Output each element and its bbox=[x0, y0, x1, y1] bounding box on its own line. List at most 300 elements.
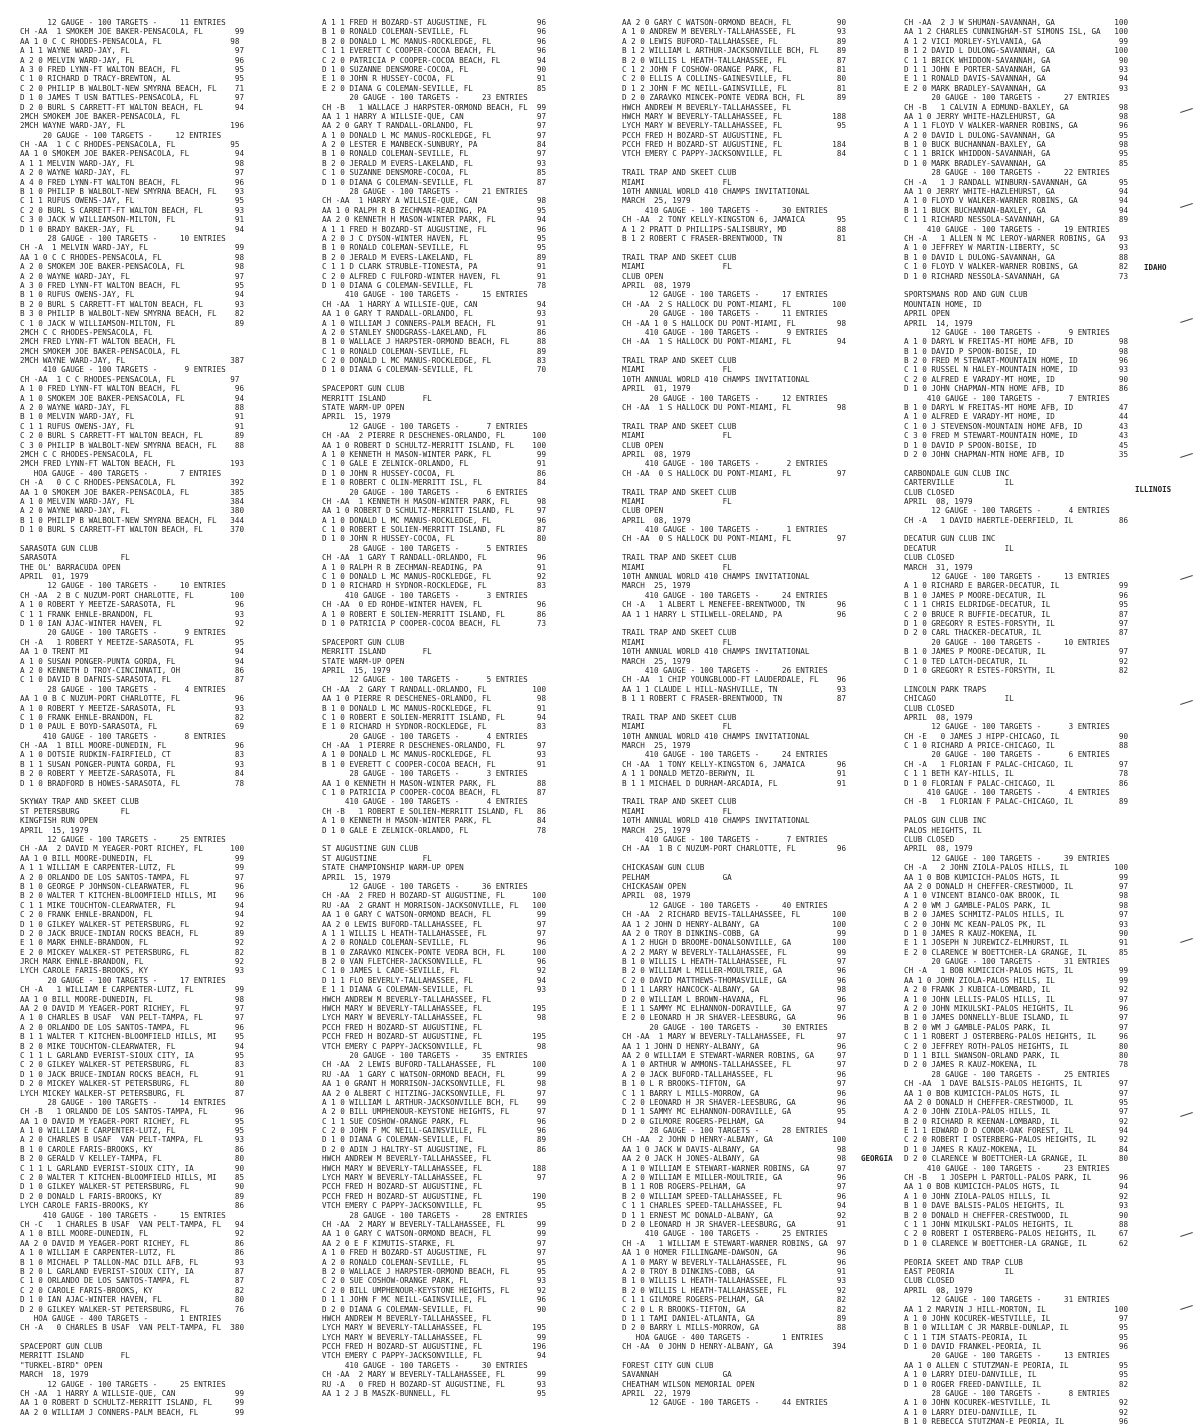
result-line: FOREST CITY GUN CLUB bbox=[622, 1360, 714, 1370]
result-line: A 1 0 WILLIAM E CARPENTER-LUTZ, FL 86 bbox=[20, 1248, 245, 1258]
result-line: A 1 0 ROBERT Y MEETZE-SARASOTA, FL 96 bbox=[20, 600, 245, 610]
result-line: 20 GAUGE - 100 TARGETS - 10 ENTRIES bbox=[904, 637, 1110, 647]
result-line: APRIL 08, 1979 bbox=[904, 1285, 973, 1295]
result-line: D 1 0 JOHN CHAPMAN-MTN HOME AFB, ID 86 bbox=[904, 384, 1129, 394]
result-line: CH -A 1 J RANDALL WINBURN-SAVANNAH, GA 95 bbox=[904, 177, 1129, 187]
result-line: "TURKEL-BIRD" OPEN bbox=[20, 1360, 103, 1370]
results-column-4 bbox=[904, 18, 1174, 1427]
result-line: AA 1 0 SMOKEM JOE BAKER-PENSACOLA, FL 385 bbox=[20, 487, 245, 497]
result-line: PCCH FRED H BOZARD-ST AUGUSTINE, FL 195 bbox=[322, 1032, 547, 1042]
result-line: AA 1 0 BOB KUMICICH-PALOS HGTS, IL 97 bbox=[904, 1088, 1129, 1098]
result-line: B 1 0 JAMES P MOORE-DECATUR, IL 97 bbox=[904, 647, 1129, 657]
result-line: PCCH FRED H BOZARD-ST AUGUSTINE, FL bbox=[622, 130, 783, 140]
result-line: CHICAGO IL bbox=[904, 694, 1014, 704]
result-line: 20 GAUGE - 100 TARGETS - 12 ENTRIES bbox=[622, 393, 828, 403]
result-line: B 1 0 RONALD COLEMAN-SEVILLE, FL 96 bbox=[322, 27, 547, 37]
result-line: CH -AA 1 KENNETH H MASON-WINTER PARK, FL 98 bbox=[322, 496, 547, 506]
result-line bbox=[622, 544, 904, 553]
result-line: E 1 1 EDWARD D D CONOR-OAK FOREST, IL 94 bbox=[904, 1126, 1129, 1136]
result-line: CH -AA 2 FRED H BOZARD-ST AUGUSTINE, FL 100 bbox=[322, 891, 547, 901]
result-line: A 2 0 MELVIN WARD-JAY, FL 96 bbox=[20, 55, 245, 65]
result-line: C 1 1 TIM STAATS-PEORIA, IL 95 bbox=[904, 1332, 1129, 1342]
result-line: AA 2 0 TROY B DINKINS-COBB, GA 99 bbox=[622, 928, 847, 938]
result-line: A 2 0 FRANK J KUBICA-LOMBARD, IL 92 bbox=[904, 985, 1129, 995]
result-line: CH -AA 2 MARY W BEVERLY-TALLAHASSEE, FL 99 bbox=[322, 1370, 547, 1380]
result-line: A 2 0 WAYNE WARD-JAY, FL 88 bbox=[20, 403, 245, 413]
result-line: C 2 0 BILL UMPHENOUR-KEYSTONE HEIGHTS, FL 92 bbox=[322, 1285, 547, 1295]
result-line: B 1 0 JAMES DONNELLY-BLUE ISLAND, IL 97 bbox=[904, 1013, 1129, 1023]
result-line: B 2 0 WILLIAM L MILLER-MOULTRIE, GA 96 bbox=[622, 966, 847, 976]
result-line: 12 GAUGE - 100 TARGETS - 10 ENTRIES bbox=[20, 581, 226, 591]
result-line: PALOS HEIGHTS, IL bbox=[904, 825, 982, 835]
result-line: APRIL 15, 1979 bbox=[322, 872, 391, 882]
result-line: MARCH 18, 1979 bbox=[20, 1370, 89, 1380]
result-line: MIAMI FL bbox=[622, 562, 732, 572]
result-line: AA 2 0 DAVID M YEAGER-PORT RICHEY, FL 97 bbox=[20, 1004, 245, 1014]
result-line: 2MCH WAYNE WARD-JAY, FL 387 bbox=[20, 356, 245, 366]
result-line: LYCH MARY W BEVERLY-TALLAHASSEE, FL 195 bbox=[322, 1323, 547, 1333]
result-line: 410 GAUGE - 100 TARGETS - 9 ENTRIES bbox=[20, 365, 226, 375]
result-line: C 1 1 D CLARK STRUBLE-TIONESTA, PA 91 bbox=[322, 262, 547, 272]
result-line: MOUNTAIN HOME, ID bbox=[904, 299, 982, 309]
result-line: B 2 0 JAMES SCHMITZ-PALOS HILLS, IL 97 bbox=[904, 910, 1129, 920]
state-label-georgia: GEORGIA bbox=[861, 1154, 893, 1163]
result-line bbox=[622, 619, 904, 628]
result-line: CH -B 1 ROBERT E SOLIEN-MERRITT ISLAND, FL 86 bbox=[322, 806, 547, 816]
result-line: D 1 0 MARK BRADLEY-SAVANNAH, GA 85 bbox=[904, 158, 1129, 168]
result-line: B 1 0 GEORGE P JOHNSON-CLEARWATER, FL 96 bbox=[20, 881, 245, 891]
result-line: C 1 0 FLOYD V WALKER-WARNER ROBINS, GA 82 bbox=[904, 262, 1129, 272]
result-line: D 2 0 MICKEY WALKER-ST PETERSBURG, FL 80 bbox=[20, 1079, 245, 1089]
result-line: CH -AA 1 BILL MOORE-DUNEDIN, FL 96 bbox=[20, 741, 245, 751]
result-line bbox=[20, 788, 320, 797]
result-line: HWCH MARY W BEVERLY-TALLAHASSEE, FL 188 bbox=[322, 1163, 547, 1173]
result-line: LYCH MARY W BEVERLY-TALLAHASSEE, FL 97 bbox=[322, 1173, 547, 1183]
result-line: D 1 0 GILKEY WALKER-ST PETERSBURG, FL 92 bbox=[20, 919, 245, 929]
result-line: B 1 0 DONALD L MC MANUS-ROCKLEDGE, FL 91 bbox=[322, 703, 547, 713]
result-line: LYCH MARY W BEVERLY-TALLAHASSEE, FL 95 bbox=[622, 121, 847, 131]
result-line: C 3 0 FRED M STEWART-MOUNTAIN HOME, ID 43 bbox=[904, 431, 1129, 441]
result-line: D 1 0 DAVID FRANKEL-PEORIA, IL 96 bbox=[904, 1342, 1129, 1352]
result-line: APRIL 08, 1979 bbox=[622, 280, 691, 290]
result-line: A 1 0 VINCENT BIANCO-OAK BROOK, IL 98 bbox=[904, 891, 1129, 901]
result-line: E 1 1 RONALD DAVIS-SAVANNAH, GA 94 bbox=[904, 74, 1129, 84]
result-line: APRIL 14, 1979 bbox=[904, 318, 973, 328]
result-line: AA 1 0 C C RHODES-PENSACOLA, FL 98 bbox=[20, 252, 245, 262]
result-line: 20 GAUGE - 100 TARGETS - 31 ENTRIES bbox=[904, 957, 1110, 967]
result-line: TRAIL TRAP AND SKEET CLUB bbox=[622, 553, 737, 563]
result-line: A 2 0 JACK BUFORD-TALLAHASSEE, FL 96 bbox=[622, 1069, 847, 1079]
result-line: CH -B 1 WALLACE J HARPSTER-ORMOND BEACH, FL 99 bbox=[322, 102, 547, 112]
result-line: D 1 0 BRADY BAKER-JAY, FL 94 bbox=[20, 224, 245, 234]
result-line: SARASOTA GUN CLUB bbox=[20, 543, 98, 553]
result-line: 12 GAUGE - 100 TARGETS - 3 ENTRIES bbox=[904, 722, 1110, 732]
result-line: B 1 0 DAVE BALSIS-PALOS HEIGHTS, IL 93 bbox=[904, 1201, 1129, 1211]
scan-mark bbox=[1180, 1232, 1194, 1238]
result-line: C 1 0 RONALD COLEMAN-SEVILLE, FL 89 bbox=[322, 346, 547, 356]
result-line: LYCH MARY W BEVERLY-TALLAHASSEE, FL 98 bbox=[322, 1013, 547, 1023]
result-line: 2MCH WAYNE WARD-JAY, FL 196 bbox=[20, 121, 245, 131]
result-line: A 1 0 DONALD L MC MANUS-ROCKLEDGE, FL 96 bbox=[322, 515, 547, 525]
result-line: THE OL' BARRACUDA OPEN bbox=[20, 562, 121, 572]
result-line: A 2 0 WAYNE WARD-JAY, FL 97 bbox=[20, 168, 245, 178]
result-line: APRIL 15, 1979 bbox=[322, 665, 391, 675]
result-line: CLUB OPEN bbox=[622, 271, 664, 281]
result-line: B 1 0 DAVID P SPOON-BOISE, ID 98 bbox=[904, 346, 1129, 356]
result-line: B 1 0 RUFUS OWENS-JAY, FL 94 bbox=[20, 290, 245, 300]
result-line: AA 1 2 CHARLES CUNNINGHAM-ST SIMONS ISL, GA 100 bbox=[904, 27, 1129, 37]
result-line: A 1 0 DONALD L MC MANUS-ROCKLEDGE, FL 97 bbox=[322, 130, 547, 140]
result-line: 12 GAUGE - 100 TARGETS - 17 ENTRIES bbox=[622, 290, 828, 300]
result-line: AA 1 0 DAVID M YEAGER-PORT RICHEY, FL 95 bbox=[20, 1116, 245, 1126]
result-line: D 1 0 GREGORY R ESTES-FORSYTH, IL 97 bbox=[904, 619, 1129, 628]
result-line: AA 1 0 ROBERT D SCHULTZ-MERRITT ISLAND, FL 99 bbox=[20, 1398, 245, 1408]
result-line: D 2 0 DIANA G COLEMAN-SEVILLE, FL 90 bbox=[322, 1304, 547, 1314]
result-line: 28 GAUGE - 100 TARGETS - 25 ENTRIES bbox=[904, 1069, 1110, 1079]
result-line: A 1 1 FRED H BOZARD-ST AUGUSTINE, FL 96 bbox=[322, 18, 547, 27]
result-line: C 1 0 PATRICIA P COOPER-COCOA BEACH, FL 87 bbox=[322, 788, 547, 798]
result-line bbox=[904, 281, 1174, 290]
scan-mark bbox=[1180, 700, 1194, 706]
result-line: CH -AA 0 JOHN D HENRY-ALBANY, GA 394 bbox=[622, 1342, 847, 1352]
result-line: VTCH EMERY C PAPPY-JACKSONVILLE, FL 94 bbox=[322, 1351, 547, 1361]
result-line: AA 2 0 GARY C WATSON-ORMOND BEACH, FL 90 bbox=[622, 18, 847, 27]
result-line: 10TH ANNUAL WORLD 410 CHAMPS INVITATIONAL bbox=[622, 572, 810, 582]
result-line: AA 1 0 BOB KUMICICH-PALOS HGTS, IL 99 bbox=[904, 872, 1129, 882]
result-line: CH -AA 1 S HALLOCK DU PONT-MIAMI, FL 98 bbox=[622, 403, 847, 413]
result-line: C 1 1 GILMORE ROGERS-PELHAM, GA 82 bbox=[622, 1295, 847, 1305]
result-line: CLUB CLOSED bbox=[904, 703, 955, 713]
result-line: E 2 0 LEONARD H JR SHAVER-LEESBURG, GA 96 bbox=[622, 1013, 847, 1023]
result-line: A 1 0 KENNETH H MASON-WINTER PARK, FL 99 bbox=[322, 449, 547, 459]
result-line: B 1 0 WILLIS L HEATH-TALLAHASSEE, FL 97 bbox=[622, 957, 847, 967]
result-line: C 1 0 GALE E ZELNICK-ORLANDO, FL 91 bbox=[322, 459, 547, 469]
result-line: D 1 0 CLARENCE W BOETTCHER-LA GRANGE, IL 62 bbox=[904, 1238, 1129, 1248]
result-line bbox=[622, 243, 904, 252]
result-line: PALOS GUN CLUB INC bbox=[904, 816, 987, 826]
result-line: D 1 0 JACK BRUCE-INDIAN ROCKS BEACH, FL 91 bbox=[20, 1069, 245, 1079]
result-line: D 2 0 CARL THACKER-DECATUR, IL 87 bbox=[904, 628, 1129, 638]
result-line: CH -A 2 JOHN ZIOLA-PALOS HILLS, IL 100 bbox=[904, 863, 1129, 873]
result-line: B 2 0 L GARLAND EVERIST-SIOUX CITY, IA 87 bbox=[20, 1266, 245, 1276]
result-line: AA 1 2 MARVIN J HILL-MORTON, IL 100 bbox=[904, 1304, 1129, 1314]
result-line: PCCH FRED H BOZARD-ST AUGUSTINE, FL 190 bbox=[322, 1191, 547, 1201]
result-line: 28 GAUGE - 100 TARGETS - 28 ENTRIES bbox=[322, 1210, 528, 1220]
result-line: C 2 0 BRUCE R BUFFIE-DECATUR, IL 87 bbox=[904, 609, 1129, 619]
result-line: AA 1 0 GARY C WATSON-ORMOND BEACH, FL 99 bbox=[322, 1229, 547, 1239]
result-line: C 2 0 DAVID MATTHEWS-THOMASVILLE, GA 96 bbox=[622, 975, 847, 985]
result-line: MERRITT ISLAND FL bbox=[322, 647, 432, 657]
result-line: A 1 1 DONALD METZO-BERWYN, IL 91 bbox=[622, 769, 847, 779]
result-line: D 1 0 GALE E ZELNICK-ORLANDO, FL 78 bbox=[322, 825, 547, 835]
result-line bbox=[904, 1248, 1174, 1257]
result-line: ST PETERSBURG FL bbox=[20, 806, 130, 816]
result-line: HWCH ANDREW M BEVERLY-TALLAHASSEE, FL bbox=[322, 1154, 492, 1164]
result-line: D 2 0 BURL S CARRETT-FT WALTON BEACH, FL 94 bbox=[20, 102, 245, 112]
result-line: RU -A 0 FRED H BOZARD-ST AUGUSTINE, FL 93 bbox=[322, 1379, 547, 1389]
result-line: C 2 0 ALFRED C FULFORD-WINTER HAVEN, FL 91 bbox=[322, 271, 547, 281]
result-line: B 1 0 MICHAEL P TALLON-MAC DILL AFB, FL 93 bbox=[20, 1257, 245, 1267]
result-line: A 2 0 WAYNE WARD-JAY, FL 97 bbox=[20, 271, 245, 281]
result-line: B 2 0 JERALD M EVERS-LAKELAND, FL 89 bbox=[322, 252, 547, 262]
result-line: TRAIL TRAP AND SKEET CLUB bbox=[622, 252, 737, 262]
result-line: B 1 0 PHILIP B WALBOLT-NEW SMYRNA BEACH, FL 344 bbox=[20, 515, 245, 525]
result-line: C 2 0 BURL S CARRETT-FT WALTON BEACH, FL 89 bbox=[20, 431, 245, 441]
result-line: CH -A 1 ALLEN N MC LEROY-WARNER ROBINS, GA 93 bbox=[904, 233, 1129, 243]
scan-mark bbox=[1180, 1305, 1194, 1311]
result-line: D 2 0 LEONARD H JR SHAVER-LEESBURG, GA 91 bbox=[622, 1220, 847, 1229]
result-line: D 1 0 IAN AJAC-WINTER HAVEN, FL 92 bbox=[20, 619, 245, 628]
result-line bbox=[322, 375, 622, 384]
result-line: 20 GAUGE - 100 TARGETS - 13 ENTRIES bbox=[904, 1351, 1110, 1361]
result-line: 410 GAUGE - 100 TARGETS - 2 ENTRIES bbox=[622, 459, 828, 469]
result-line: D 1 1 SAMMY MC ELHANNON-DORAVILLE, GA 95 bbox=[622, 1107, 847, 1117]
result-line: TRAIL TRAP AND SKEET CLUB bbox=[622, 168, 737, 178]
result-line: A 1 0 WILLIAM E CARPENTER-LUTZ, FL 95 bbox=[20, 1126, 245, 1136]
result-line: D 1 1 ERNEST MC DONALD-ALBANY, GA 92 bbox=[622, 1210, 847, 1220]
result-line: A 1 0 MARY W BEVERLY-TALLAHASSEE, FL 96 bbox=[622, 1257, 847, 1267]
result-line: TRAIL TRAP AND SKEET CLUB bbox=[622, 487, 737, 497]
result-line: AA 2 0 DONALD H CHEFFER-CRESTWOOD, IL 95 bbox=[904, 1097, 1129, 1107]
result-line: 410 GAUGE - 100 TARGETS - 8 ENTRIES bbox=[20, 731, 226, 741]
result-line: D 1 1 BILL SWANSON-ORLAND PARK, IL 80 bbox=[904, 1050, 1129, 1060]
scan-mark bbox=[1180, 1112, 1194, 1118]
result-line: B 1 0 L R BROOKS-TIFTON, GA 97 bbox=[622, 1079, 847, 1089]
result-line: D 2 0 ADIN J HALTRY-ST AUGUSTINE, FL 86 bbox=[322, 1144, 547, 1154]
result-line: C 1 1 MIKE TOUCHTON-CLEARWATER, FL 94 bbox=[20, 900, 245, 910]
result-line: HWCH ANDREW M BEVERLY-TALLAHASSEE, FL bbox=[622, 102, 792, 112]
result-line: C 1 0 JACK W WILLIAMSON-MILTON, FL 89 bbox=[20, 318, 245, 328]
result-line: 20 GAUGE - 100 TARGETS - 12 ENTRIES bbox=[20, 130, 222, 140]
result-line: A 1 0 FRED H BOZARD-ST AUGUSTINE, FL 97 bbox=[322, 1248, 547, 1258]
result-line: A 2 0 WM J GAMBLE-PALOS PARK, IL 98 bbox=[904, 900, 1129, 910]
result-line: 410 GAUGE - 100 TARGETS - 15 ENTRIES bbox=[20, 1210, 226, 1220]
result-line: C 2 0 LEONARD H JR SHAVER-LEESBURG, GA 96 bbox=[622, 1097, 847, 1107]
result-line: E 1 0 RICHARD H SYDNOR-ROCKLEDGE, FL 83 bbox=[322, 722, 547, 732]
result-line: C 1 0 ROBERT E SOLIEN-MERRITT ISLAND, FL 94 bbox=[322, 712, 547, 722]
result-line: AA 2 0 JACK H JONES-ALBANY, GA 98 bbox=[622, 1154, 847, 1164]
result-line: CH -AA 2 LEWIS BUFORD-TALLAHASSEE, FL 100 bbox=[322, 1060, 547, 1070]
result-line: TRAIL TRAP AND SKEET CLUB bbox=[622, 712, 737, 722]
result-line: 410 GAUGE - 100 TARGETS - 3 ENTRIES bbox=[322, 590, 528, 600]
result-line: AA 1 1 HARRY L STILWELL-ORELAND, PA 96 bbox=[622, 609, 847, 619]
result-line: CH -AA 1 TONY KELLY-KINGSTON 6, JAMAICA 96 bbox=[622, 759, 847, 769]
result-line: B 1 0 PHILIP B WALBOLT-NEW SMYRNA BEACH, FL 93 bbox=[20, 187, 245, 197]
result-line: C 1 0 FRANK EHNLE-BRANDON, FL 82 bbox=[20, 712, 245, 722]
result-line: 2MCH C C RHODES-PENSACOLA, FL bbox=[20, 327, 153, 337]
result-line: B 2 0 DONALD H CHEFFER-CRESTWOOD, IL 90 bbox=[904, 1210, 1129, 1220]
result-line: C 1 1 CHRIS ELDRIDGE-DECATUR, IL 95 bbox=[904, 600, 1129, 610]
result-line: VTCH EMERY C PAPPY-JACKSONVILLE, FL 95 bbox=[322, 1201, 547, 1211]
result-line: 12 GAUGE - 100 TARGETS - 4 ENTRIES bbox=[904, 506, 1110, 516]
result-line bbox=[904, 459, 1174, 468]
result-line: A 2 0 CHARLES B USAF VAN PELT-TAMPA, FL 93 bbox=[20, 1135, 245, 1145]
result-line: A 1 0 RALPH R B ZECHMAN-READING, PA 91 bbox=[322, 562, 547, 572]
result-line: STATE WARM-UP OPEN bbox=[322, 403, 405, 413]
result-line: A 2 2 MARY W BEVERLY-TALLAHASSEE, FL 99 bbox=[622, 947, 847, 957]
result-line: B 2 0 WILLIAM SPEED-TALLAHASSEE, FL 96 bbox=[622, 1191, 847, 1201]
result-line: B 2 0 MIKE TOUCHTON-CLEARWATER, FL 94 bbox=[20, 1041, 245, 1051]
result-line: D 1 0 FLORIAN F PALAC-CHICAGO, IL 86 bbox=[904, 778, 1129, 788]
result-line: CH -AA 1 HARRY A WILLSIE-QUE, CAN 98 bbox=[322, 196, 547, 206]
result-line: A 1 0 JOHN KOCUREK-WESTVILLE, IL 92 bbox=[904, 1398, 1129, 1408]
result-line: A 4 0 FRED LYNN-FT WALTON BEACH, FL 96 bbox=[20, 177, 245, 187]
result-line: B 2 0 VAN FLETCHER-JACKSONVILLE, FL 96 bbox=[322, 957, 547, 967]
result-line: D 1 2 JOHN F MC NEILL-GAINSVILLE, FL 81 bbox=[622, 83, 847, 93]
result-line: CH -AA 2 J W SHUMAN-SAVANNAH, GA 100 bbox=[904, 18, 1129, 27]
result-line: B 2 0 BURL S CARRETT-FT WALTON BEACH, FL 93 bbox=[20, 299, 245, 309]
result-line bbox=[622, 854, 904, 863]
result-line: A 2 0 JOHN MIKULSKI-PALOS HEIGHTS, IL 96 bbox=[904, 1004, 1129, 1014]
result-line: MERRITT ISLAND FL bbox=[20, 1351, 130, 1361]
result-line: B 2 0 JERALD M EVERS-LAKELAND, FL 93 bbox=[322, 158, 547, 168]
result-line: B 1 0 MELVIN WARD-JAY, FL 91 bbox=[20, 412, 245, 422]
result-line: A 1 0 WILLIAM J CONNERS-PALM BEACH, FL 91 bbox=[322, 318, 547, 328]
result-line: C 2 0 FRANK EHNLE-BRANDON, FL 94 bbox=[20, 910, 245, 920]
result-line: A 1 0 DARYL W FREITAS-MT HOME AFB, ID 98 bbox=[904, 337, 1129, 347]
result-line: A 1 1 WILLIAM E CARPENTER-LUTZ, FL 99 bbox=[20, 863, 245, 873]
result-line: A 2 0 WILLIAM E MILLER-MOULTRIE, GA 96 bbox=[622, 1173, 847, 1183]
result-line: 410 GAUGE - 100 TARGETS - 30 ENTRIES bbox=[622, 205, 828, 215]
result-line: A 1 1 FLOYD V WALKER-WARNER ROBINS, GA 96 bbox=[904, 121, 1129, 131]
result-line: 28 GAUGE - 100 TARGETS - 4 ENTRIES bbox=[20, 684, 226, 694]
result-line: B 1 1 SUSAN PONGER-PUNTA GORDA, FL 93 bbox=[20, 759, 245, 769]
result-line: E 1 0 MARK EHNLE-BRANDON, FL 92 bbox=[20, 938, 245, 948]
result-line: C 1 1 RICHARD NESSOLA-SAVANNAH, GA 89 bbox=[904, 215, 1129, 225]
result-line: D 1 0 DIANA G COLEMAN-SEVILLE, FL 89 bbox=[322, 1135, 547, 1145]
result-line: CH -AA 1 C C RHODES-PENSACOLA, FL 95 bbox=[20, 140, 240, 150]
result-line: 12 GAUGE - 100 TARGETS - 5 ENTRIES bbox=[322, 675, 528, 685]
result-line: D 1 0 DIANA G COLEMAN-SEVILLE, FL 70 bbox=[322, 365, 547, 375]
result-line: 12 GAUGE - 100 TARGETS - 7 ENTRIES bbox=[322, 421, 528, 431]
result-line: CARTERVILLE IL bbox=[904, 478, 1014, 488]
result-line: 20 GAUGE - 100 TARGETS - 17 ENTRIES bbox=[20, 975, 226, 985]
result-line: AA 1 2 J B MASZK-BUNNELL, FL 95 bbox=[322, 1389, 547, 1399]
result-line: D 1 1 JOHN F MC NEILL-GAINSVILLE, FL 96 bbox=[322, 1295, 547, 1305]
result-line: CH -A 0 CHARLES B USAF VAN PELT-TAMPA, FL 380 bbox=[20, 1323, 245, 1333]
result-line: AA 1 0 JERRY WHITE-HAZLEHURST, GA 98 bbox=[904, 111, 1129, 121]
scan-mark bbox=[1180, 575, 1194, 581]
result-line: CH -AA 1 GARY T RANDALL-ORLANDO, FL 96 bbox=[322, 553, 547, 563]
result-line: B 1 0 REBECCA STUTZMAN-E PEORIA, IL 96 bbox=[904, 1417, 1129, 1427]
result-line: A 1 0 JEFFREY W MARTIN-LIBERTY, SC 93 bbox=[904, 243, 1129, 253]
result-line: B 2 0 WALLACE J HARPSTER-ORMOND BEACH, FL 95 bbox=[322, 1266, 547, 1276]
result-line: D 1 0 BURL S CARRETT-FT WALTON BEACH, FL 370 bbox=[20, 525, 245, 535]
result-line: 410 GAUGE - 100 TARGETS - 1 ENTRIES bbox=[622, 525, 828, 535]
result-line: C 1 1 L GARLAND EVERIST-SIOUX CITY, IA 95 bbox=[20, 1050, 245, 1060]
result-line: CH -A 1 WILLIAM E CARPENTER-LUTZ, FL 99 bbox=[20, 985, 245, 995]
result-line: E 1 1 SAMMY MC ELHANNON-DORAVILLE, GA 97 bbox=[622, 1004, 847, 1014]
result-line: B 1 0 DARYL W FREITAS-MT HOME AFB, ID 47 bbox=[904, 403, 1129, 413]
result-line: SARASOTA FL bbox=[20, 553, 130, 563]
result-line: A 1 0 ROBERT Y MEETZE-SARASOTA, FL 93 bbox=[20, 703, 245, 713]
result-line: AA 2 0 KENNETH H MASON-WINTER PARK, FL 94 bbox=[322, 215, 547, 225]
result-line: D 1 0 GILKEY WALKER-ST PETERSBURG, FL 90 bbox=[20, 1182, 245, 1192]
result-line: C 1 0 JAMES L CADE-SEVILLE, FL 92 bbox=[322, 966, 547, 976]
result-line: D 1 0 IAN AJAC-WINTER HAVEN, FL 80 bbox=[20, 1295, 245, 1305]
result-line: 20 GAUGE - 100 TARGETS - 23 ENTRIES bbox=[322, 93, 528, 103]
result-line: AA 1 0 TRENT MI 94 bbox=[20, 647, 245, 657]
result-line: 20 GAUGE - 100 TARGETS - 30 ENTRIES bbox=[622, 1022, 828, 1032]
result-line: B 1 2 WILLIAM L ARTHUR-JACKSONVILLE BCH, FL 89 bbox=[622, 46, 847, 56]
result-line bbox=[904, 807, 1174, 816]
result-line: HWCH MARY W BEVERLY-TALLAHASSEE, FL 195 bbox=[322, 1004, 547, 1014]
result-line: A 1 0 ARTHUR W AMMONS-TALLAHASSEE, FL 97 bbox=[622, 1060, 847, 1070]
result-line bbox=[322, 835, 622, 844]
result-line: D 2 0 JOHN CHAPMAN-MTN HOME AFB, ID 35 bbox=[904, 449, 1129, 459]
result-line: AA 1 0 BOB KUMICICH-PALOS HGTS, IL 94 bbox=[904, 1182, 1129, 1192]
result-line: CHEATHAM WILSON MEMORIAL OPEN bbox=[622, 1379, 755, 1389]
result-line: B 1 1 ROBERT C FRASER-BRENTWOOD, TN 87 bbox=[622, 694, 847, 704]
result-line: D 2 0 JACK BRUCE-INDIAN ROCKS BEACH, FL 89 bbox=[20, 928, 245, 938]
result-line: MARCH 25, 1979 bbox=[622, 196, 691, 206]
result-line: HWCH MARY W BEVERLY-TALLAHASSEE, FL 188 bbox=[622, 111, 847, 121]
result-line bbox=[622, 159, 904, 168]
result-line: A 1 0 FRED LYNN-FT WALTON BEACH, FL 96 bbox=[20, 384, 245, 394]
result-line: A 1 2 VICI MORLEY-SYLVANIA, GA 99 bbox=[904, 36, 1129, 46]
result-line: APRIL 08, 1979 bbox=[622, 449, 691, 459]
result-line: CH -AA 1 HARRY A WILLSIE-QUE, CAN 94 bbox=[322, 299, 547, 309]
result-line: APRIL 01, 1979 bbox=[20, 572, 89, 582]
result-line: CH -A 1 MELVIN WARD-JAY, FL 99 bbox=[20, 243, 245, 253]
result-line: CARBONDALE GUN CLUB INC bbox=[904, 468, 1010, 478]
result-line: MIAMI FL bbox=[622, 177, 732, 187]
result-line: 410 GAUGE - 100 TARGETS - 7 ENTRIES bbox=[622, 834, 828, 844]
result-line: CH -AA 2 TONY KELLY-KINGSTON 6, JAMAICA 95 bbox=[622, 215, 847, 225]
result-line: B 1 0 JAMES P MOORE-DECATUR, IL 96 bbox=[904, 590, 1129, 600]
result-line: MIAMI FL bbox=[622, 722, 732, 732]
result-line: CLUB CLOSED bbox=[904, 553, 955, 563]
result-line: C 2 0 WALTER T KITCHEN-BLOOMFIELD HILLS, MI 85 bbox=[20, 1173, 245, 1183]
result-line: A 1 0 DOTSIE RUDKIN-FAIRFIELD, CT 83 bbox=[20, 750, 245, 760]
result-line: SPACEPORT GUN CLUB bbox=[322, 637, 405, 647]
result-line: C 2 0 ROBERT I OSTERBERG-PALOS HEIGHTS, IL 92 bbox=[904, 1135, 1129, 1145]
result-line: 28 GAUGE - 100 TARGETS - 21 ENTRIES bbox=[322, 187, 528, 197]
result-line: CH -E 0 JAMES J HIPP-CHICAGO, IL 90 bbox=[904, 731, 1129, 741]
result-line: MIAMI FL bbox=[622, 637, 732, 647]
result-line: A 1 0 ROBERT E SOLIEN-MERRITT ISLAND, FL 86 bbox=[322, 609, 547, 619]
result-line: D 1 1 FLO BEVERLY-TALLAHASSEE, FL 94 bbox=[322, 975, 547, 985]
scan-mark bbox=[1180, 938, 1194, 944]
result-line: CH -AA 1 B C NUZUM-PORT CHARLOTTE, FL 96 bbox=[622, 844, 847, 854]
result-line: D 2 0 BARRY L MILLS-MORROW, GA 88 bbox=[622, 1323, 847, 1333]
result-line: E 2 0 DIANA G COLEMAN-SEVILLE, FL 85 bbox=[322, 83, 547, 93]
result-line: CH -AA 1 SMOKEM JOE BAKER-PENSACOLA, FL 99 bbox=[20, 27, 245, 37]
result-line: CH -AA 1 C C RHODES-PENSACOLA, FL 97 bbox=[20, 374, 240, 384]
result-line bbox=[622, 412, 904, 421]
result-line: 410 GAUGE - 100 TARGETS - 4 ENTRIES bbox=[322, 797, 528, 807]
result-line: LYCH MICKEY WALKER-ST PETERSBURG, FL 87 bbox=[20, 1088, 245, 1098]
result-line: C 1 1 EVERETT C COOPER-COCOA BEACH, FL 96 bbox=[322, 46, 547, 56]
result-line: AA 1 0 B C NUZUM-PORT CHARLOTTE, FL 96 bbox=[20, 694, 245, 704]
result-line: A 1 0 JOHN KOCUREK-WESTVILLE, IL 97 bbox=[904, 1313, 1129, 1323]
result-line: CH -B 1 ORLANDO DE LOS SANTOS-TAMPA, FL 96 bbox=[20, 1107, 245, 1117]
result-line: CH -AA 0 S HALLOCK DU PONT-MIAMI, FL 97 bbox=[622, 468, 847, 478]
result-line: 410 GAUGE - 100 TARGETS - 25 ENTRIES bbox=[622, 1229, 828, 1239]
result-line: 12 GAUGE - 100 TARGETS - 40 ENTRIES bbox=[622, 900, 828, 910]
result-line: MERRITT ISLAND FL bbox=[322, 393, 432, 403]
result-line: C 1 0 DONALD L MC MANUS-ROCKLEDGE, FL 92 bbox=[322, 572, 547, 582]
result-line: CH -AA 2 PIERRE R DESCHENES-ORLANDO, FL 100 bbox=[322, 431, 547, 441]
result-line: E 1 0 ROBERT C OLIN-MERRITT ISL, FL 84 bbox=[322, 478, 547, 488]
result-line: B 1 1 BUCK BUCHANNAN-BAXLEY, GA 94 bbox=[904, 205, 1129, 215]
result-line: B 2 0 DONALD L MC MANUS-ROCKLEDGE, FL 96 bbox=[322, 36, 547, 46]
result-line: SPORTSMANS ROD AND GUN CLUB bbox=[904, 290, 1028, 300]
result-line: D 1 0 PAUL E BOYD-SARASOTA, FL 69 bbox=[20, 722, 245, 732]
result-line: B 1 0 BUCK BUCHANNAN-BAXLEY, GA 98 bbox=[904, 140, 1129, 150]
result-line: C 2 0 SUE COSHOW-ORANGE PARK, FL 93 bbox=[322, 1276, 547, 1286]
result-line: HWCH ANDREW M BEVERLY-TALLAHASSEE, FL bbox=[322, 1313, 492, 1323]
